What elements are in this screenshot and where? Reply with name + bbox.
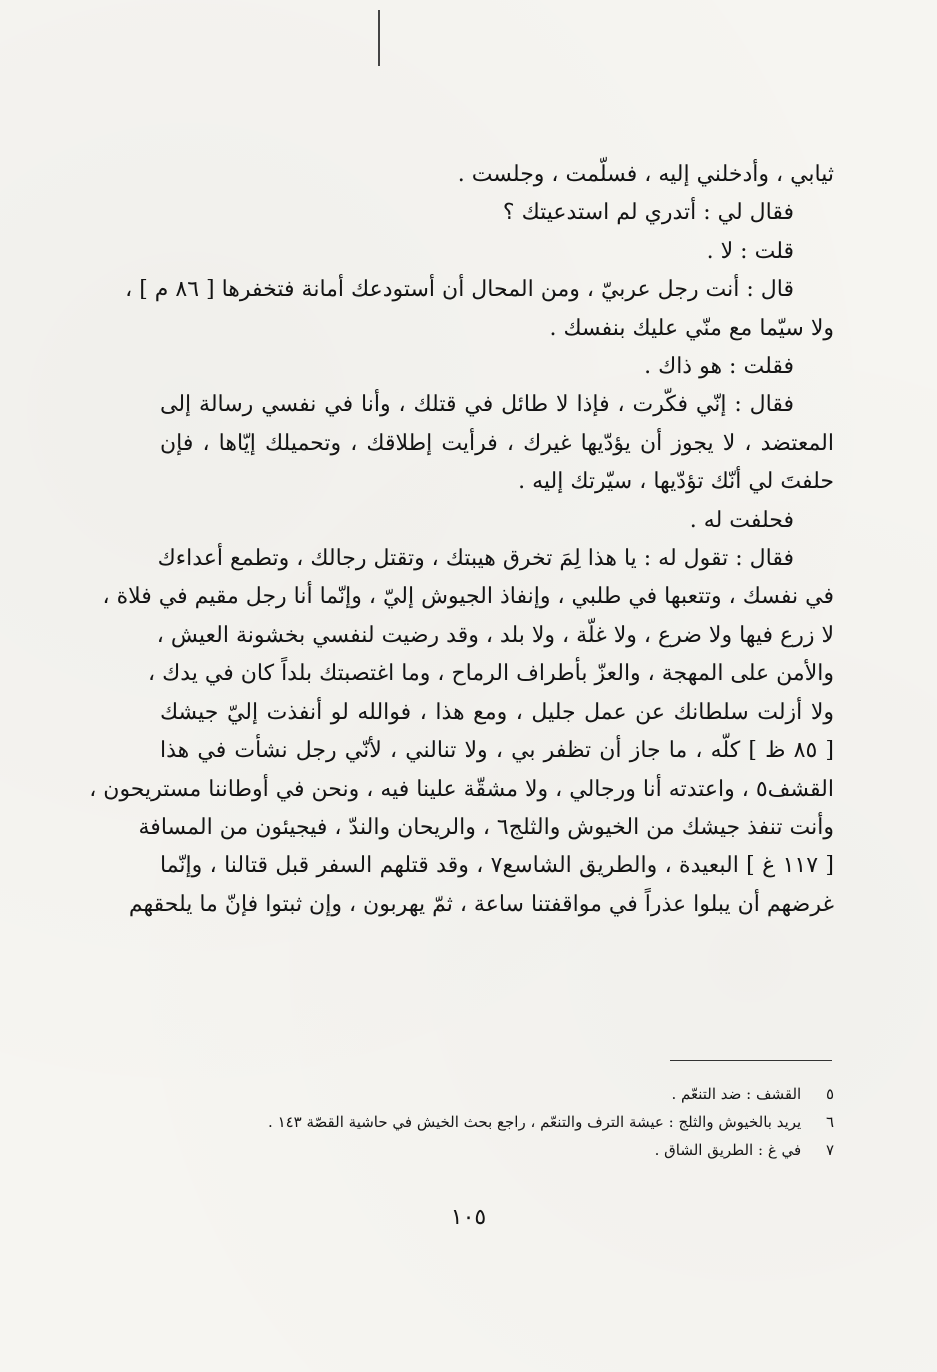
footnote-text: في غ : الطريق الشاق . <box>654 1141 802 1159</box>
main-text <box>89 156 835 924</box>
text-line: غرضهم أن يبلوا عذراً في مواقفتنا ساعة ، ثمّ يهربون ، وإن ثبتوا فإنّ ما يلحقهم <box>128 891 834 917</box>
text-line: حلفتَ لي أنّك تؤدّيها ، سيّرتك إليه . <box>518 469 834 495</box>
footnote-number: ٧ <box>825 1141 834 1159</box>
text-line: قلت : لا . <box>706 238 794 264</box>
text-line: قال : أنت رجل عربيّ ، ومن المحال أن أستودعك أمانة فتخفرها [ ٨٦ م ] ، <box>125 277 794 303</box>
text-line: [ ٨٥ ظ ] كلّه ، ما جاز أن تظفر بي ، ولا تنالني ، لأنّي رجل نشأت في هذا <box>160 738 835 764</box>
gutter-mark <box>378 10 380 66</box>
text-line: فقال لي : أتدري لم استدعيتك ؟ <box>502 200 794 226</box>
text-line: لا زرع فيها ولا ضرع ، ولا غلّة ، ولا بلد ، وقد رضيت لنفسي بخشونة العيش ، <box>156 622 834 648</box>
footnote <box>160 1080 834 1108</box>
footnote-text: القشف : ضد التنعّم . <box>671 1085 802 1103</box>
footnote-number: ٥ <box>825 1085 834 1103</box>
text-line: ثيابي ، وأدخلني إليه ، فسلّمت ، وجلست . <box>457 162 834 187</box>
text-line: ولا سيّما مع منّي عليك بنفسك . <box>549 315 834 341</box>
text-line: [ ١١٧ غ ] البعيدة ، والطريق الشاسع٧ ، وقد قتلهم السفر قبل قتالنا ، وإنّما <box>160 853 835 879</box>
footnote-divider <box>670 1060 832 1061</box>
text-line: القشف٥ ، واعتدته أنا ورجالي ، ولا مشقّة علينا فيه ، ونحن في أوطاننا مستريحون ، <box>89 776 834 802</box>
footnote-text: يريد بالخيوش والثلج : عيشة الترف والتنعّم ، راجع بحث الخيش في حاشية القصّة ١٤٣ . <box>268 1113 802 1131</box>
text-line: فقال : تقول له : يا هذا لِمَ تخرق هيبتك ، وتقتل رجالك ، وتطمع أعداءك <box>157 546 794 572</box>
text-line: المعتضد ، لا يجوز أن يؤدّيها غيرك ، فرأيت إطلاقك ، وتحميلك إيّاها ، فإن <box>160 430 834 456</box>
footnotes <box>160 1080 834 1164</box>
text-line: وأنت تنفذ جيشك من الخيوش والثلج٦ ، والريحان والندّ ، فيجيئون من المسافة <box>138 814 834 840</box>
footnote <box>160 1136 834 1164</box>
text-line: فحلفت له . <box>689 507 794 533</box>
text-line: والأمن على المهجة ، والعزّ بأطراف الرماح ، وما اغتصبتك بلداً كان في يدك ، <box>148 661 834 687</box>
text-line: فقلت : هو ذاك . <box>644 354 794 380</box>
text-line: ولا أزلت سلطانك عن عمل جليل ، ومع هذا ، فوالله لو أنفذت إليّ جيشك <box>160 699 834 725</box>
text-line: في نفسك ، وتتعبها في طلبي ، وإنفاذ الجيوش إليّ ، وإنّما أنا رجل مقيم في فلاة ، <box>102 584 834 610</box>
footnote <box>160 1108 834 1136</box>
page-number: ١٠٥ <box>450 1205 487 1230</box>
footnote-number: ٦ <box>825 1113 834 1131</box>
text-line: فقال : إنّي فكّرت ، فإذا لا طائل في قتلك ، وأنا في نفسي رسالة إلى <box>160 392 794 418</box>
